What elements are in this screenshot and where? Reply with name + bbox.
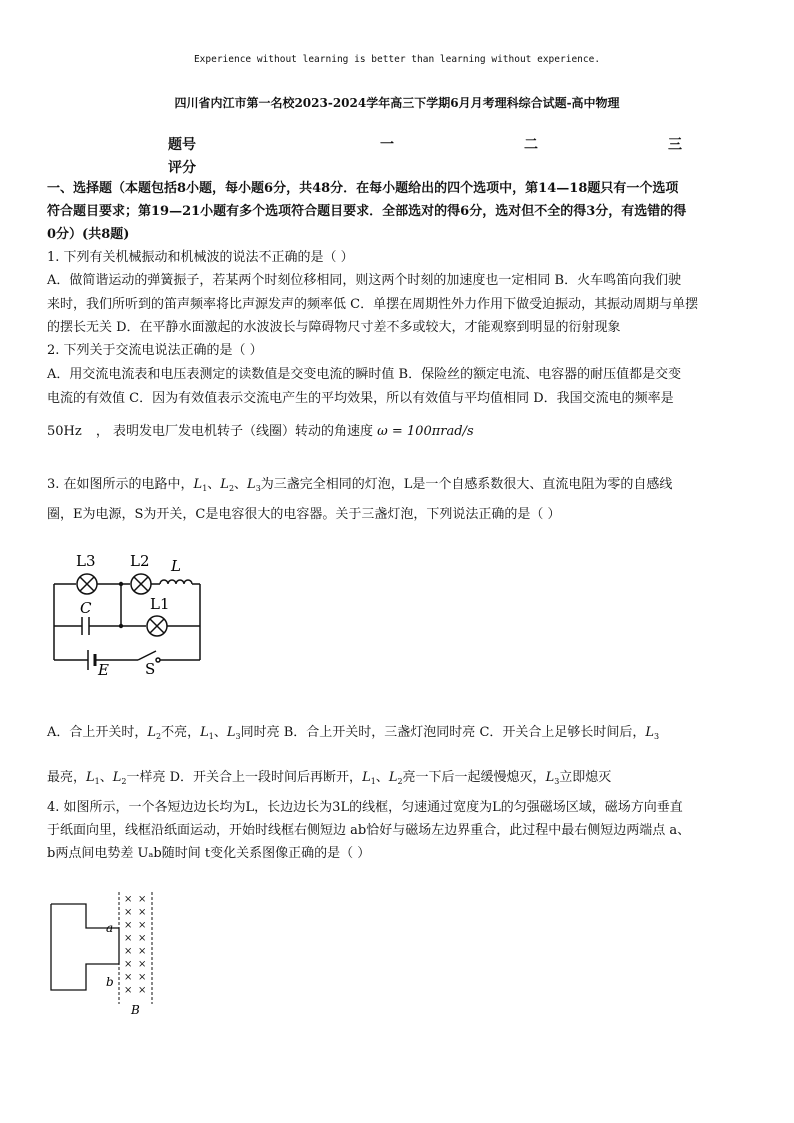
field-cross-icon: × [124,959,133,970]
label-field-b: B [131,1003,140,1017]
field-cross-icon: × [138,946,147,957]
question-2-stem: 2. 下列关于交流电说法正确的是（ ） [47,343,263,358]
separator: 、 [213,725,227,740]
question-4-stem-line-1: 4. 如图所示，一个各短边边长均为L，长边边长为3L的线框，匀速通过宽度为L的匀强磁场区域，磁场方向垂直 [47,800,683,815]
question-2-option-d-text: ， 表明发电厂发电机转子（线圈）转动的角速度 [95,424,374,439]
lamp-l2-symbol: $L_2$ [147,725,162,741]
label-a: a [106,921,114,935]
inductor-icon [160,580,192,584]
question-3-options-line-1 [47,722,747,748]
field-cross-icon: × [124,920,133,931]
circuit-diagram [44,548,214,680]
option-c-rest: 一样亮 D．开关合上一段时间后再断开， [126,770,363,785]
separator: 、 [375,770,389,785]
section-instructions-1: 一、选择题（本题包括8小题，每小题6分，共48分．在每小题给出的四个选项中，第14—18题只有一个选项 [47,181,679,196]
field-cross-icon: × [138,920,147,931]
label-c: C [80,599,92,617]
question-3-options-line-2 [47,767,747,793]
lamp-l3-symbol: $L_3$ [226,725,241,741]
option-a-start: A．合上开关时， [47,725,148,740]
field-cross-icon: × [138,959,147,970]
lamp-l1-symbol: $L_1$ [86,770,100,786]
lamp-l3-symbol: $L_3$ [545,770,560,786]
label-e: E [98,661,109,679]
label-l1: L1 [150,595,170,613]
score-table-label-score: 评分 [168,160,196,176]
question-1-stem: 1. 下列有关机械振动和机械波的说法不正确的是（ ） [47,250,354,265]
field-cross-icon: × [124,907,133,918]
question-2-options-line-1: A．用交流电流表和电压表测定的读数值是交变电流的瞬时值 B．保险丝的额定电流、电容器的耐压值都是交变 [47,367,682,382]
label-b: b [106,975,114,989]
question-4-stem-line-3: b两点间电势差 Uₐb随时间 t变化关系图像正确的是（ ） [47,846,371,861]
question-4-stem-line-2: 于纸面向里，线框沿纸面运动，开始时线框右侧短边 ab恰好与磁场左边界重合，此过程中最右侧短边两端点 a、 [47,823,691,838]
separator: 、 [99,770,113,785]
separator: 、 [234,477,248,492]
field-cross-icon: × [124,985,133,996]
lamp-l2-symbol: $L_2$ [112,770,127,786]
question-1-options-line-2: 来时，我们所听到的笛声频率将比声源发声的频率低 C．单摆在周期性外力作用下做受迫振动，其振动周期与单摆 [47,297,699,312]
score-table-label-number: 题号 [168,137,196,153]
field-cross-icon: × [124,946,133,957]
lamp-l1-symbol: $L_1$ [193,477,208,493]
section-instructions-3: 0分）(共8题) [47,227,130,242]
label-l: L [171,557,181,575]
field-cross-icon: × [138,985,147,996]
field-cross-icon: × [124,933,133,944]
frame-magnetic-field-diagram [44,888,164,1020]
option-d-rest: 立即熄灭 [559,770,612,785]
question-3-stem-line-2: 圈，E为电源，S为开关，C是电容很大的电容器。关于三盏灯泡，下列说法正确的是（ ） [47,507,561,522]
field-cross-icon: × [138,933,147,944]
switch-icon [138,651,156,660]
field-cross-icon: × [124,972,133,983]
label-s: S [145,660,156,678]
question-3-stem-rest: 为三盏完全相同的灯泡，L是一个自感系数很大、直流电阻为零的自感线 [260,477,673,492]
lamp-l3-symbol: $L_3$ [645,725,660,741]
option-c-start: 最亮， [47,770,87,785]
question-2-options-line-3 [47,421,747,443]
label-l3: L3 [76,552,96,570]
label-l2: L2 [130,552,150,570]
separator: 、 [207,477,221,492]
lamp-l1-symbol: $L_1$ [362,770,376,786]
section-instructions-2: 符合题目要求；第19—21小题有多个选项符合题目要求．全部选对的得6分，选对但不全的得3分，有选错的得 [47,204,687,219]
lamp-l2-symbol: $L_2$ [220,477,235,493]
lamp-l2-symbol: $L_2$ [388,770,403,786]
question-1-options-line-1: A．做简谐运动的弹簧振子，若某两个时刻位移相同，则这两个时刻的加速度也一定相同 B．火车鸣笛向我们驶 [47,273,682,288]
field-cross-icon: × [138,907,147,918]
score-table-col-1: 一 [380,137,394,153]
frequency-value: 50Hz [47,424,82,439]
option-a-mid: 不亮， [161,725,201,740]
score-table-col-2: 二 [524,137,538,153]
motto: Experience without learning is better than learning without experience. [193,54,601,65]
field-cross-icon: × [138,894,147,905]
question-3-stem-line-1 [47,474,747,500]
lamp-l1-symbol: $L_1$ [200,725,214,741]
angular-velocity-formula: ω = 100πrad/s [377,424,474,439]
option-d-mid: 亮一下后一起缓慢熄灭， [402,770,546,785]
score-table-col-3: 三 [668,137,682,153]
question-3-stem-start: 3. 在如图所示的电路中， [47,477,194,492]
question-1-options-line-3: 的摆长无关 D．在平静水面激起的水波波长与障碍物尺寸差不多或较大，才能观察到明显的衍射现象 [47,320,621,335]
page-title: 四川省内江市第一名校2023-2024学年高三下学期6月月考理科综合试题-高中物理 [174,96,620,110]
option-a-rest: 同时亮 B．合上开关时，三盏灯泡同时亮 C．开关合上足够长时间后， [240,725,646,740]
field-cross-icon: × [124,894,133,905]
field-cross-icon: × [138,972,147,983]
question-2-options-line-2: 电流的有效值 C．因为有效值表示交流电产生的平均效果，所以有效值与平均值相同 D．我国交流电的频率是 [47,391,674,406]
lamp-l3-symbol: $L_3$ [247,477,261,493]
